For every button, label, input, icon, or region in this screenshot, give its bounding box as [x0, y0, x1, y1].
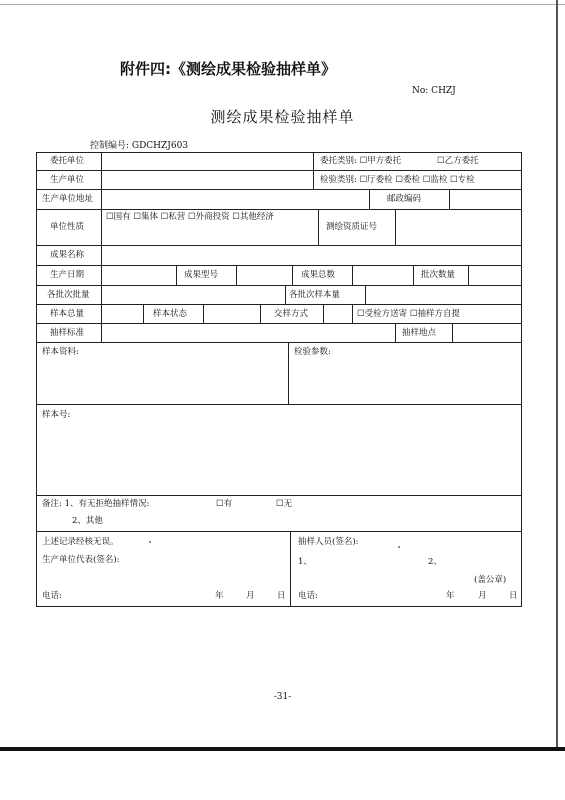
- delivery-method-label: 交样方式: [274, 309, 309, 319]
- postcode-label: 邮政编码: [387, 194, 422, 204]
- producer-unit-label: 生产单位: [50, 175, 85, 185]
- inspection-type-options[interactable]: 检验类别: ☐厅委检 ☐委检 ☐监检 ☐专检: [320, 175, 475, 185]
- delivery-options[interactable]: ☐受检方送寄 ☐抽样方自提: [357, 309, 460, 319]
- sample-total-label: 样本总量: [50, 309, 85, 319]
- form-title: 测绘成果检验抽样单: [210, 108, 355, 126]
- producer-date-day: 日: [277, 591, 286, 601]
- producer-date-month: 月: [246, 591, 255, 601]
- production-date-label: 生产日期: [50, 270, 85, 280]
- sampler-date-year: 年: [446, 591, 455, 601]
- sampler-phone-label: 电话:: [298, 591, 318, 601]
- product-model-label: 成果型号: [184, 270, 219, 280]
- scan-top-edge: [0, 4, 565, 5]
- producer-address-label: 生产单位地址: [42, 194, 94, 204]
- scan-bottom-edge: [0, 747, 565, 751]
- client-type-option-b[interactable]: ☐乙方委托: [437, 156, 479, 166]
- client-unit-label: 委托单位: [50, 156, 85, 166]
- document-number: No: CHZJ: [412, 86, 456, 96]
- sampling-standard-label: 抽样标准: [50, 328, 85, 338]
- sampler-one-label: 1、: [298, 557, 312, 567]
- page-number: -31-: [273, 692, 292, 702]
- unit-nature-label: 单位性质: [50, 222, 85, 232]
- remarks-no-checkbox[interactable]: ☐无: [276, 499, 293, 509]
- unit-nature-options[interactable]: ☐国有 ☐集体 ☐私营 ☐外商投资 ☐其他经济: [106, 212, 274, 222]
- remarks-other-label: 2、其他: [72, 516, 103, 526]
- scan-speck: [149, 541, 151, 543]
- official-seal-label: (盖公章): [474, 575, 507, 585]
- inspection-params-label: 检验参数:: [294, 347, 331, 357]
- sampler-date-day: 日: [509, 591, 518, 601]
- sample-number-label: 样本号:: [42, 410, 71, 420]
- sampler-date-month: 月: [478, 591, 487, 601]
- remarks-yes-checkbox[interactable]: ☐有: [216, 499, 233, 509]
- sampler-signature-label: 抽样人员(签名):: [298, 537, 359, 547]
- sample-data-label: 样本资料:: [42, 347, 79, 357]
- producer-date-year: 年: [215, 591, 224, 601]
- sampler-two-label: 2、: [428, 557, 442, 567]
- sampling-location-label: 抽样地点: [402, 328, 437, 338]
- batch-sample-total-label: 各批次样本量: [289, 290, 341, 300]
- control-number: 控制编号: GDCHZJ603: [90, 141, 189, 151]
- producer-phone-label: 电话:: [42, 591, 62, 601]
- remarks-refusal-label: 备注: 1、有无拒绝抽样情况:: [42, 499, 150, 509]
- producer-rep-signature-label: 生产单位代表(签名):: [42, 555, 120, 565]
- batch-count-label: 批次数量: [421, 270, 456, 280]
- batch-quantity-label: 各批次批量: [47, 290, 90, 300]
- product-total-label: 成果总数: [301, 270, 336, 280]
- sample-state-label: 样本状态: [153, 309, 188, 319]
- product-name-label: 成果名称: [50, 250, 85, 260]
- appendix-heading: 附件四:《测绘成果检验抽样单》: [120, 60, 337, 78]
- client-type-option-a[interactable]: 委托类别: ☐甲方委托: [320, 156, 402, 166]
- scan-speck: [398, 546, 400, 548]
- confirmation-text: 上述记录经核无误。: [42, 537, 119, 547]
- survey-qualification-label: 测绘资质证号: [326, 222, 378, 232]
